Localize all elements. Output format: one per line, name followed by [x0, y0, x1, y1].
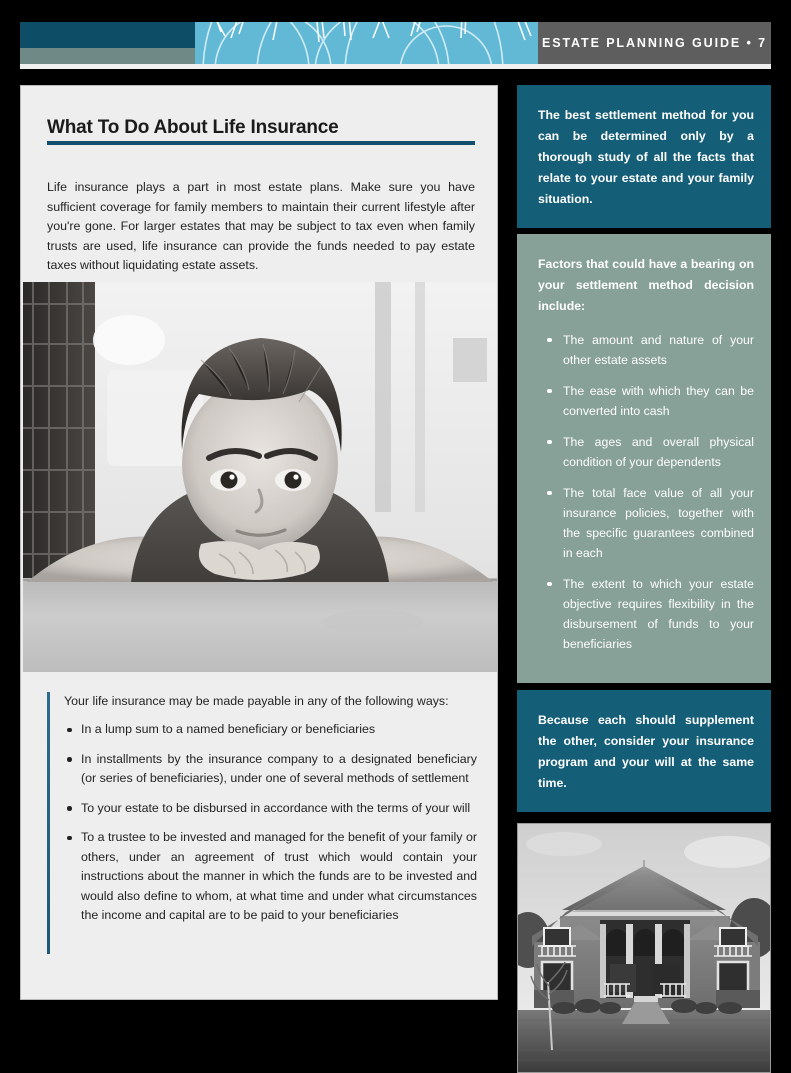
page-header	[20, 22, 771, 64]
list-item: In installments by the insurance company to a designated beneficiary (or series of beneficiaries), under one of several methods of settlement	[64, 750, 477, 789]
arc-pattern-icon	[195, 22, 538, 64]
page-title: What To Do About Life Insurance	[47, 116, 339, 138]
title-divider	[47, 141, 475, 145]
house-photo-image	[518, 824, 770, 1072]
header-color-blocks	[20, 22, 195, 64]
list-item: The ages and overall physical condition of your dependents	[538, 432, 754, 472]
boy-photo	[23, 282, 497, 672]
factors-heading: Factors that could have a bearing on your settlement method decision include:	[538, 257, 754, 313]
block-accent-bar	[47, 692, 50, 954]
payable-methods-block	[47, 690, 477, 936]
supplement-callout-text: Because each should supplement the other, consider your insurance program and your will at the same time.	[538, 713, 754, 790]
header-arc-graphic	[195, 22, 538, 64]
running-head-text: ESTATE PLANNING GUIDE • 7	[541, 36, 768, 50]
header-block-teal	[20, 22, 195, 48]
header-block-green	[20, 48, 195, 64]
payable-list	[64, 720, 477, 926]
factors-panel	[517, 234, 771, 683]
running-head-bar	[538, 22, 771, 64]
list-item: To your estate to be disbursed in accordance with the terms of your will	[64, 799, 477, 819]
intro-paragraph: Life insurance plays a part in most estate plans. Make sure you have sufficient coverage for family members to maintain their current lifestyle after you're gone. For larger estates that may be subject to tax even when family trusts are used, life insurance can provide the funds needed to pay estate taxes without liquidating estate assets.	[47, 180, 475, 273]
list-item: To a trustee to be invested and managed for the benefit of your family or others, under an agreement of trust which would contain your instructions about the manner in which the funds are to be invested and would also define to whom, at what time and under what circumstances the income and capital are to be paid to your beneficiaries	[64, 828, 477, 926]
header-underline	[20, 64, 771, 69]
main-content-card	[20, 85, 498, 1000]
payable-intro: Your life insurance may be made payable in any of the following ways:	[64, 694, 449, 708]
list-item: The ease with which they can be converted into cash	[538, 381, 754, 421]
sidebar	[517, 85, 771, 1073]
list-item: The amount and nature of your other estate assets	[538, 330, 754, 370]
settlement-callout-text: The best settlement method for you can be determined only by a thorough study of all the facts that relate to your estate and your family situation.	[538, 108, 754, 206]
house-photo	[517, 823, 771, 1073]
list-item: The total face value of all your insurance policies, together with the specific guarantees combined in each	[538, 483, 754, 563]
list-item: In a lump sum to a named beneficiary or beneficiaries	[64, 720, 477, 740]
supplement-callout-panel	[517, 690, 771, 812]
boy-photo-image	[23, 282, 497, 672]
list-item: The extent to which your estate objective requires flexibility in the disbursement of funds to your beneficiaries	[538, 574, 754, 654]
factors-list	[538, 330, 754, 654]
settlement-callout-panel	[517, 85, 771, 228]
